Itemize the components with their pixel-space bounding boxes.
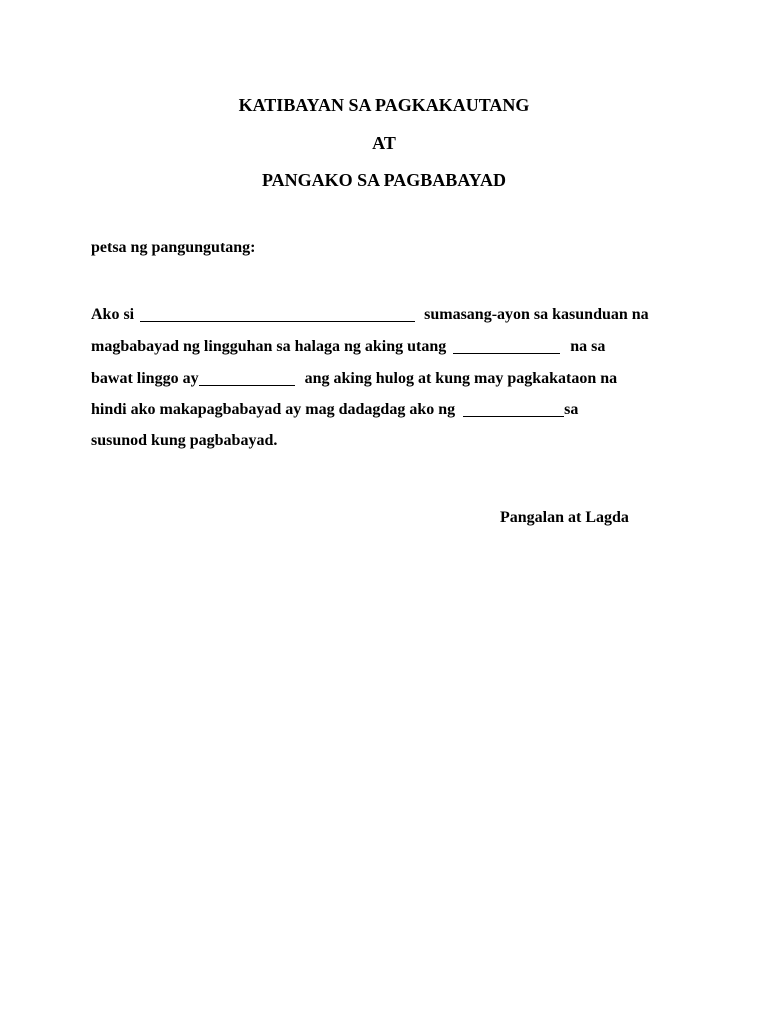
debt-amount-blank[interactable] xyxy=(453,337,560,354)
document-title-line-3: PANGAKO SA PAGBABAYAD xyxy=(261,170,507,190)
line3-start-text: bawat linggo ay xyxy=(91,370,199,387)
borrower-name-blank[interactable] xyxy=(140,305,415,322)
paragraph-line-5: susunod kung pagbabayad. xyxy=(91,432,278,449)
line1-end-text: sumasang-ayon sa kasunduan na xyxy=(424,306,649,323)
additional-amount-blank[interactable] xyxy=(463,400,564,417)
document-title-line-1: KATIBAYAN SA PAGKAKAUTANG xyxy=(238,95,530,115)
weekly-payment-blank[interactable] xyxy=(199,369,295,386)
line4-end-text: sa xyxy=(564,401,579,418)
signature-label: Pangalan at Lagda xyxy=(500,509,629,526)
line1-start-text: Ako si xyxy=(91,306,135,323)
paragraph-line-1 xyxy=(91,305,649,325)
line2-end-text: na sa xyxy=(570,338,606,355)
paragraph-line-2 xyxy=(91,337,605,357)
date-label: petsa ng pangungutang: xyxy=(91,239,256,256)
line2-start-text: magbabayad ng lingguhan sa halaga ng aking utang xyxy=(91,338,447,355)
paragraph-line-3 xyxy=(91,369,617,389)
line3-end-text: ang aking hulog at kung may pagkakataon na xyxy=(304,370,618,387)
line4-start-text: hindi ako makapagbabayad ay mag dadagdag ako ng xyxy=(91,401,456,418)
paragraph-line-4 xyxy=(91,400,578,420)
document-title-line-2: AT xyxy=(372,133,396,153)
